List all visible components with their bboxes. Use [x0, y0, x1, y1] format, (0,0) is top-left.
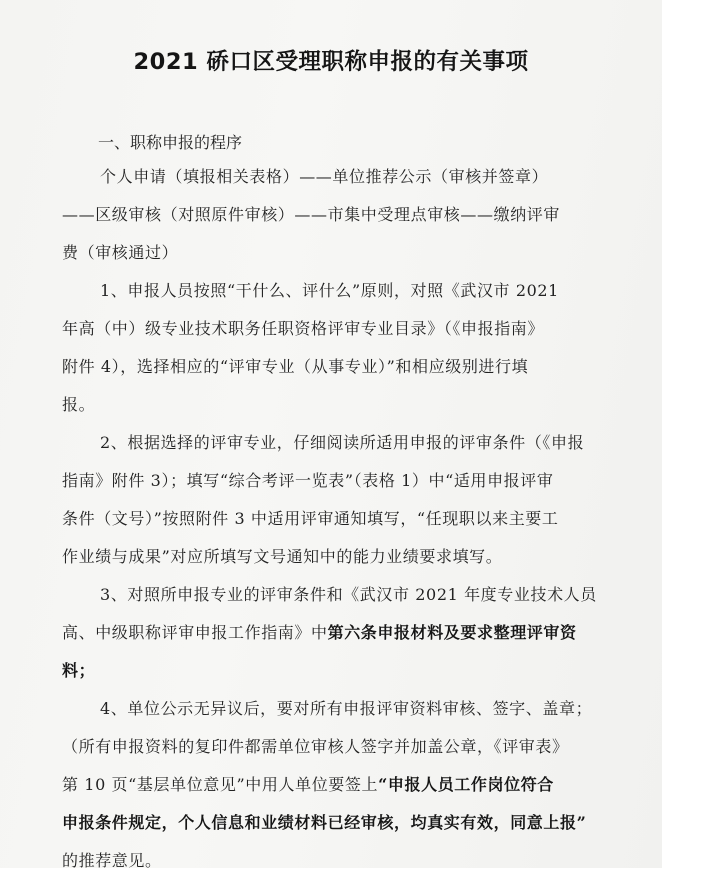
item1-line-2: 年高（中）级专业技术职务任职资格评审专业目录》（《申报指南》 [62, 319, 545, 338]
item1-line-3: 附件 4），选择相应的“评审专业（从事专业）”和相应级别进行填 [62, 357, 529, 376]
item4-emphasis-cont: 申报条件规定，个人信息和业绩材料已经审核，均真实有效，同意上报” [62, 813, 587, 832]
item3-line-2-text: 高、中级职称评审申报工作指南》中 [62, 623, 328, 642]
item4-emphasis: “申报人员工作岗位符合 [378, 775, 554, 794]
item3-line-1: 3、对照所申报专业的评审条件和《武汉市 2021 年度专业技术人员 [100, 585, 597, 604]
item4-line-3 [62, 772, 554, 795]
item4-line-1: 4、单位公示无异议后，要对所有申报评审资料审核、签字、盖章； [100, 699, 593, 718]
item2-line-2: 指南》附件 3）；填写“综合考评一览表”（表格 1）中“适用申报评审 [62, 471, 554, 490]
page-margin [662, 0, 701, 868]
item4-line-2: （所有申报资料的复印件都需单位审核人签字并加盖公章，《评审表》 [62, 737, 569, 756]
process-line-2: ——区级审核（对照原件审核）——市集中受理点审核——缴纳评审 [62, 205, 561, 224]
item4-line-4 [62, 810, 586, 833]
item2-line-4: 作业绩与成果”对应所填写文号通知中的能力业绩要求填写。 [62, 547, 503, 566]
item4-line-3-text: 第 10 页“基层单位意见”中用人单位要签上 [62, 775, 379, 794]
item3-line-2 [62, 620, 577, 643]
item1-line-1: 1、申报人员按照“干什么、评什么”原则，对照《武汉市 2021 [100, 281, 559, 300]
item3-emphasis-end: 料； [62, 661, 96, 680]
section-heading-procedure: 一、职称申报的程序 [98, 133, 243, 152]
item4-line-5: 的推荐意见。 [62, 851, 162, 870]
page-title: 2021 硚口区受理职称申报的有关事项 [133, 49, 529, 75]
item3-line-3 [62, 658, 95, 681]
item2-line-1: 2、根据选择的评审专业，仔细阅读所适用申报的评审条件（《申报 [100, 433, 585, 452]
item2-line-3: 条件（文号）”按照附件 3 中适用评审通知填写，“任现职以来主要工 [62, 509, 559, 528]
item3-emphasis: 第六条申报材料及要求整理评审资 [327, 623, 577, 642]
process-line-1: 个人申请（填报相关表格）——单位推荐公示（审核并签章） [100, 167, 549, 186]
item1-line-4: 报。 [62, 395, 96, 414]
process-line-3: 费（审核通过） [62, 243, 179, 262]
